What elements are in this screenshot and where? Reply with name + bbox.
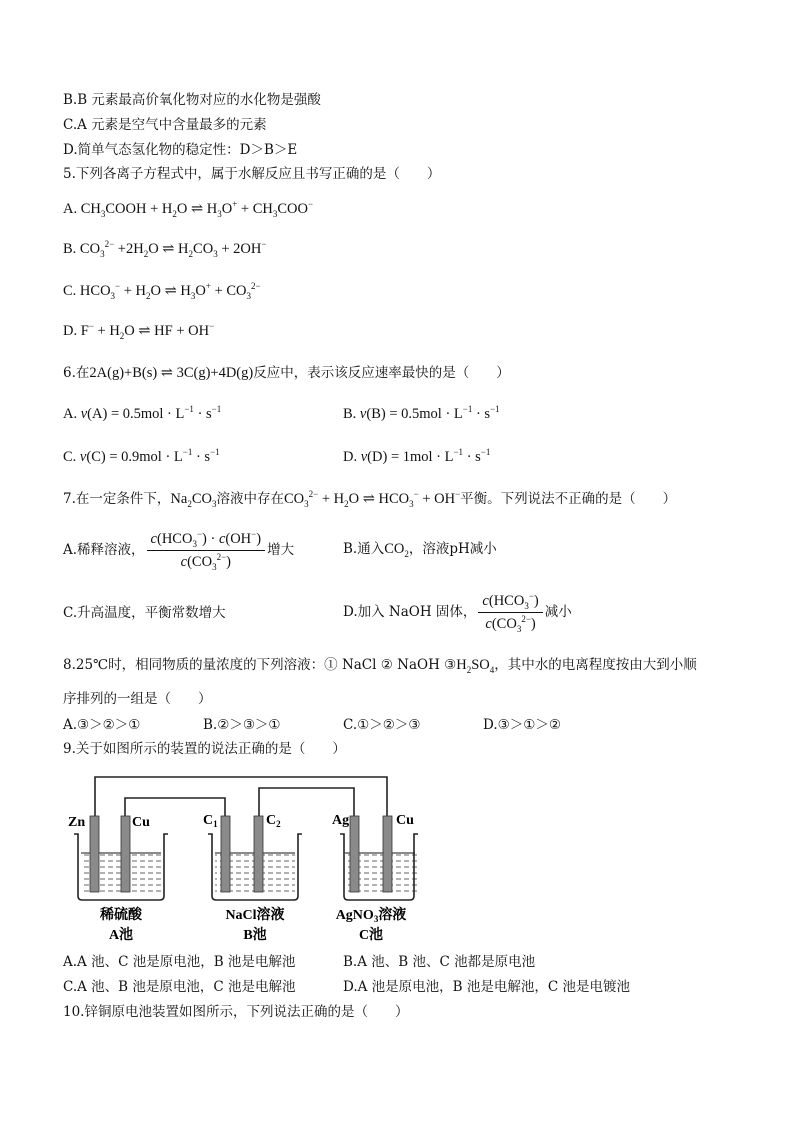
- cell-name-b: B池: [243, 928, 267, 943]
- beaker-c: [340, 816, 420, 900]
- q9-option-a: A.A 池、C 池是原电池，B 池是电解池: [63, 954, 296, 970]
- beaker-b: [208, 816, 302, 900]
- q4-option-d: D.简单气态氢化物的稳定性：D＞B＞E: [63, 142, 298, 158]
- label-c2: $C_2$: [266, 813, 281, 829]
- q6-option-b: B. $v(B) = 0.5mol \cdot L^{-1} \cdot s^{-1}$: [343, 404, 500, 422]
- q8-stem-line2: 序排列的一组是（ ）: [63, 691, 212, 707]
- solution-c: AgNO$_3$溶液: [335, 908, 407, 924]
- q7-option-b: B.通入$CO_2$，溶液pH减小: [343, 541, 497, 559]
- solution-b: NaCl溶液: [225, 908, 285, 923]
- cell-name-c: C池: [358, 928, 384, 943]
- q8-option-c: C.①＞②＞③: [343, 717, 421, 733]
- q6-option-c: C. $v(C) = 0.9mol \cdot L^{-1} \cdot s^{-1}$: [63, 447, 220, 465]
- q6-option-d: D. $v(D) = 1mol \cdot L^{-1} \cdot s^{-1}$: [343, 447, 491, 465]
- q9-option-b: B.A 池、B 池、C 池都是原电池: [343, 954, 536, 970]
- wire-outer: [95, 777, 387, 816]
- cell-name-a: A池: [108, 928, 134, 943]
- label-cu-c: Cu: [396, 813, 414, 828]
- q7-stem: 7.在一定条件下，$Na_2CO_3$溶液中存在$CO_3^{2-} + H_2O$ ⇌ $HCO_3^- + OH^-$平衡。下列说法不正确的是（ ）: [63, 489, 677, 509]
- q4-option-b: B.B 元素最高价氧化物对应的水化物是强酸: [63, 92, 321, 108]
- q5-option-a: A. $CH_3COOH + H_2O$ ⇌ $H_3O^+ + CH_3COO^-$: [63, 199, 314, 219]
- q9-option-d: D.A 池是原电池，B 池是电解池，C 池是电镀池: [343, 979, 631, 995]
- q8-option-d: D.③＞①＞②: [483, 717, 561, 733]
- electrochemical-cells-figure: [60, 768, 420, 948]
- label-zn: Zn: [68, 815, 86, 830]
- q4-option-c: C.A 元素是空气中含量最多的元素: [63, 117, 267, 133]
- q7-option-a: A.稀释溶液， $\frac{c(HCO_3^-) \cdot c(OH^-)}{c(CO_3^{2-})}$ 增大: [63, 529, 295, 572]
- q7-option-c: C.升高温度，平衡常数增大: [63, 605, 226, 621]
- label-ag: Ag: [332, 813, 350, 828]
- solution-a: 稀硫酸: [100, 908, 142, 923]
- q5-stem: 5.下列各离子方程式中，属于水解反应且书写正确的是（ ）: [63, 166, 441, 182]
- q9-stem: 9.关于如图所示的装置的说法正确的是（ ）: [63, 741, 346, 757]
- label-cu-a: Cu: [132, 815, 150, 830]
- q9-option-c: C.A 池、B 池是原电池，C 池是电解池: [63, 979, 296, 995]
- q8-option-a: A.③＞②＞①: [63, 717, 141, 733]
- q7-option-d: D.加入 NaOH 固体， $\frac{c(HCO_3^-)}{c(CO_3^{2-})}$ 减小: [343, 591, 572, 634]
- wire-c2-ag: [259, 788, 354, 816]
- beaker-a: [74, 816, 168, 900]
- q5-option-c: C. $HCO_3^- + H_2O$ ⇌ $H_3O^+ + CO_3^{2-}$: [63, 281, 261, 301]
- q6-option-a: A. $v(A) = 0.5mol \cdot L^{-1} \cdot s^{-1}$: [63, 404, 222, 422]
- q5-option-d: D. $F^- + H_2O$ ⇌ HF + OH−: [63, 321, 215, 341]
- q10-stem: 10.锌铜原电池装置如图所示，下列说法正确的是（ ）: [63, 1004, 409, 1020]
- q5-option-b: B. $CO_3^{2-} +2H_2O$ ⇌ $H_2CO_3 + 2OH^-$: [63, 239, 267, 259]
- label-c1: $C_1$: [203, 813, 218, 829]
- q8-stem: 8.25℃时，相同物质的量浓度的下列溶液：① NaCl ② NaOH $③H_2SO_4$，其中水的电离程度按由大到小顺: [63, 657, 697, 675]
- q6-stem: 6.在2A(g)+B(s) ⇌ 3C(g)+4D(g)反应中，表示该反应速率最快的是（ ）: [63, 365, 510, 381]
- q8-option-b: B.②＞③＞①: [203, 717, 281, 733]
